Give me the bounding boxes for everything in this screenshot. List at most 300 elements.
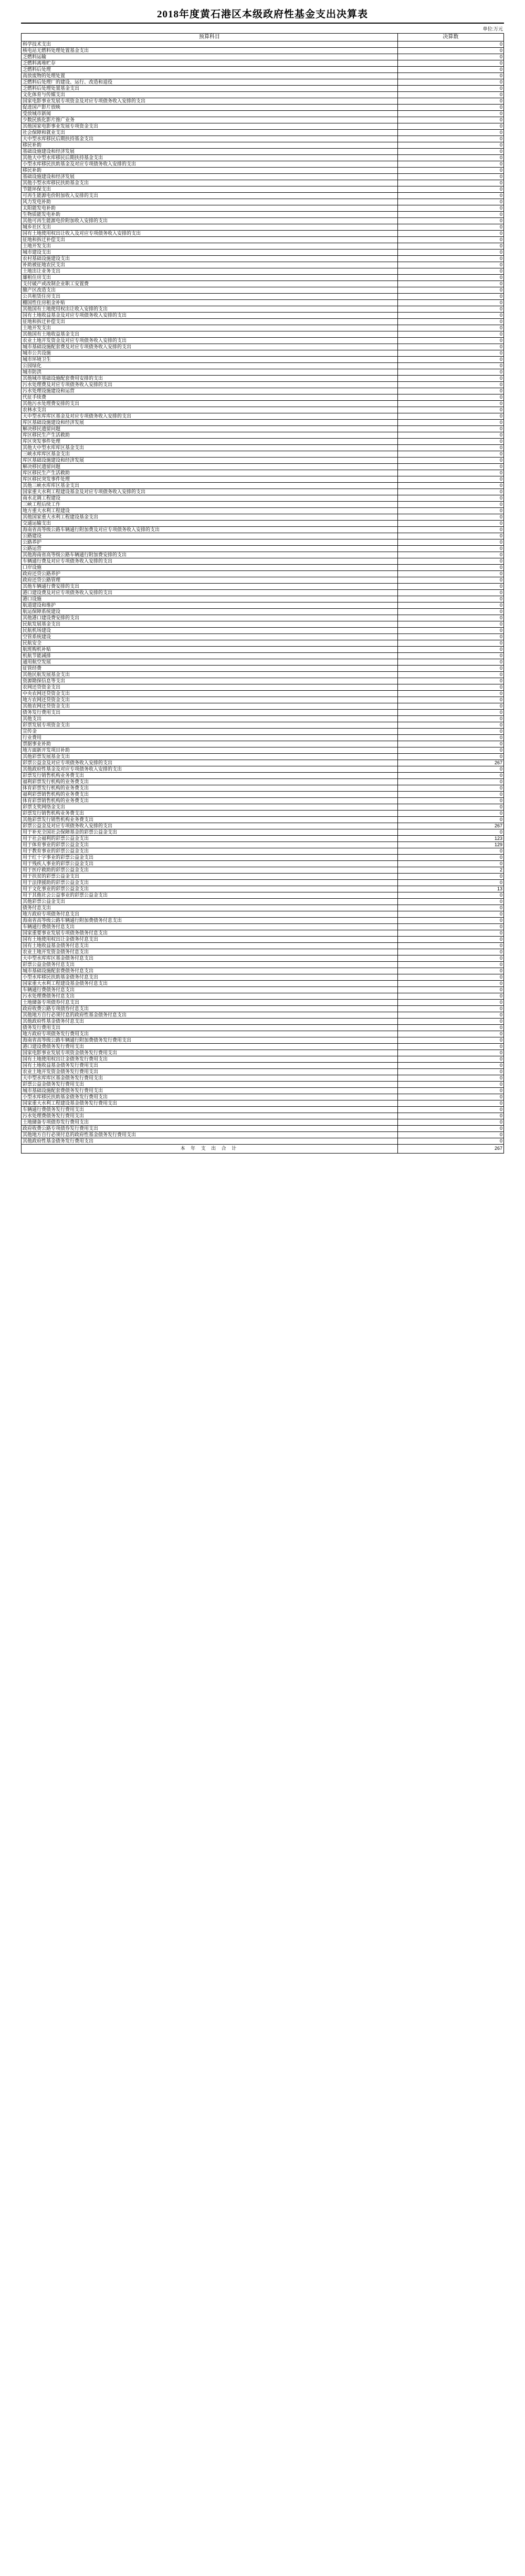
row-subject: 生物质能发电补助 [22, 212, 398, 218]
table-row [22, 905, 504, 911]
row-value: 0 [397, 300, 503, 306]
row-subject: 票据事业补助 [22, 741, 398, 747]
table-row [22, 521, 504, 527]
row-subject: 中央农网还贷资金支出 [22, 691, 398, 697]
table-row [22, 603, 504, 609]
table-row [22, 981, 504, 987]
row-subject: 其他政府性基金债务发行费用支出 [22, 1138, 398, 1145]
row-subject: 车辆通行费债务付息支出 [22, 924, 398, 930]
table-row [22, 350, 504, 357]
table-row [22, 243, 504, 250]
row-subject: 其他国家重大水利工程建设基金支出 [22, 514, 398, 521]
row-subject: 农网还贷资金支出 [22, 684, 398, 691]
row-value: 0 [397, 155, 503, 161]
row-subject: 廉租住房支出 [22, 275, 398, 281]
row-value: 0 [397, 590, 503, 596]
row-subject: 其他政府性基金及对应专项债务收入安排的支出 [22, 766, 398, 773]
row-subject: 其他国有土地收益基金支出 [22, 331, 398, 338]
table-row [22, 691, 504, 697]
row-value: 0 [397, 729, 503, 735]
row-subject: 农业土地开发资金及对应专项债务收入安排的支出 [22, 338, 398, 344]
row-value: 0 [397, 67, 503, 73]
row-value: 0 [397, 350, 503, 357]
table-row [22, 1063, 504, 1069]
row-subject: 彩票公益金债务发行费用支出 [22, 1082, 398, 1088]
budget-table [21, 33, 504, 1154]
row-subject: 彩票公益金及对应专项债务收入安排的支出 [22, 823, 398, 829]
row-value: 0 [397, 773, 503, 779]
table-row [22, 584, 504, 590]
row-subject: 促进国产影片放映 [22, 105, 398, 111]
table-row [22, 413, 504, 420]
decision-sheet-page [0, 0, 525, 1164]
row-value: 0 [397, 779, 503, 785]
row-subject: 债务付息支出 [22, 905, 398, 911]
row-subject: 基础设施建设和经济发展 [22, 149, 398, 155]
table-row [22, 1075, 504, 1082]
row-value: 0 [397, 458, 503, 464]
table-row [22, 48, 504, 54]
row-subject: 小型水库移民扶助基金债务付息支出 [22, 974, 398, 981]
row-value: 0 [397, 684, 503, 691]
row-subject: 南水北调工程建设 [22, 495, 398, 502]
row-value: 0 [397, 1019, 503, 1025]
row-subject: 农业土地开发资金债务付息支出 [22, 949, 398, 955]
row-subject: 大中型水库移民后期扶持基金支出 [22, 136, 398, 142]
row-value: 0 [397, 861, 503, 867]
row-subject: 其他城市基础设施配套费用安排的支出 [22, 376, 398, 382]
table-row [22, 224, 504, 231]
table-row [22, 306, 504, 313]
total-label: 本 年 支 出 合 计 [22, 1145, 398, 1154]
table-row [22, 1037, 504, 1044]
table-row [22, 205, 504, 212]
row-subject: 城市防洪 [22, 369, 398, 376]
table-row [22, 1069, 504, 1075]
table-row [22, 640, 504, 647]
table-row [22, 684, 504, 691]
row-value: 2 [397, 867, 503, 874]
table-row [22, 615, 504, 621]
row-subject: 乏燃料离堆贮存 [22, 60, 398, 67]
row-value: 0 [397, 539, 503, 546]
row-value: 0 [397, 577, 503, 584]
row-value: 0 [397, 666, 503, 672]
row-subject: 通用航空发展 [22, 659, 398, 666]
table-row [22, 117, 504, 123]
table-row [22, 1044, 504, 1050]
row-subject: 国有土地使用权出让收入及对应专项债务收入安排的支出 [22, 231, 398, 237]
row-value: 0 [397, 186, 503, 193]
row-value: 0 [397, 256, 503, 262]
table-row [22, 779, 504, 785]
row-value: 0 [397, 426, 503, 432]
row-subject: 其他大中型水库移民后期扶持基金支出 [22, 155, 398, 161]
row-subject: 海南省高等级公路车辆通行附加费债务付息支出 [22, 918, 398, 924]
row-subject: 库区突发事件处理 [22, 439, 398, 445]
row-value: 0 [397, 880, 503, 886]
row-subject: 其他可再生能源电价附加收入安排的支出 [22, 218, 398, 224]
row-subject: 彩票公益金债务付息支出 [22, 962, 398, 968]
row-value: 0 [397, 1069, 503, 1075]
table-row [22, 1100, 504, 1107]
row-subject: 高放废物的处理处置 [22, 73, 398, 79]
table-row [22, 836, 504, 842]
row-value: 0 [397, 1113, 503, 1119]
table-row [22, 823, 504, 829]
row-value: 0 [397, 432, 503, 439]
row-value: 0 [397, 855, 503, 861]
row-value: 0 [397, 552, 503, 558]
table-row [22, 495, 504, 502]
row-value: 0 [397, 287, 503, 294]
row-value: 0 [397, 331, 503, 338]
table-row [22, 911, 504, 918]
table-row [22, 161, 504, 168]
row-subject: 社会保障和就业支出 [22, 130, 398, 136]
row-value: 0 [397, 659, 503, 666]
row-subject: 移民补助 [22, 168, 398, 174]
row-subject: 车辆通行费及对应专项债务收入安排的支出 [22, 558, 398, 565]
table-row [22, 766, 504, 773]
row-value: 13 [397, 886, 503, 892]
row-value: 0 [397, 527, 503, 533]
table-row [22, 451, 504, 458]
row-value: 0 [397, 149, 503, 155]
title-divider [21, 23, 504, 24]
table-row [22, 199, 504, 205]
row-value: 0 [397, 609, 503, 615]
row-value: 0 [397, 930, 503, 937]
row-subject: 用于残疾人事业的彩票公益金支出 [22, 861, 398, 867]
row-value: 0 [397, 275, 503, 281]
table-row [22, 426, 504, 432]
table-row [22, 634, 504, 640]
table-row [22, 86, 504, 92]
column-header-subject: 预算科目 [22, 34, 398, 41]
table-body [22, 41, 504, 1145]
row-subject: 三峡工程后续工作 [22, 502, 398, 508]
row-subject: 用于文化事业的彩票公益金支出 [22, 886, 398, 892]
row-subject: 地方重大水利工程建设 [22, 508, 398, 514]
table-row [22, 275, 504, 281]
row-subject: 库区基础设施建设和经济发展 [22, 420, 398, 426]
row-value: 0 [397, 237, 503, 243]
row-value: 0 [397, 533, 503, 539]
row-subject: 土地储备专项债券付息支出 [22, 1000, 398, 1006]
row-value: 0 [397, 294, 503, 300]
row-subject: 科学技术支出 [22, 41, 398, 48]
row-subject: 其他港口建设费安排的支出 [22, 615, 398, 621]
row-value: 0 [397, 1126, 503, 1132]
row-subject: 地方政府专项债务付息支出 [22, 911, 398, 918]
row-subject: 口岸设施 [22, 565, 398, 571]
row-value: 0 [397, 401, 503, 407]
row-subject: 其他彩票发展基金支出 [22, 754, 398, 760]
row-subject: 国家重要事业发展专项债务债务付息支出 [22, 930, 398, 937]
table-row [22, 867, 504, 874]
row-value: 0 [397, 73, 503, 79]
row-value: 0 [397, 243, 503, 250]
row-value: 0 [397, 785, 503, 792]
table-row [22, 987, 504, 993]
row-subject: 地方农网还贷资金支出 [22, 697, 398, 703]
row-value: 0 [397, 420, 503, 426]
table-row [22, 628, 504, 634]
row-subject: 其他农网还贷资金支出 [22, 703, 398, 710]
row-value: 0 [397, 754, 503, 760]
row-subject: 国有土地收益基金债务付息支出 [22, 943, 398, 949]
table-row [22, 92, 504, 98]
row-value: 0 [397, 224, 503, 231]
table-row [22, 1056, 504, 1063]
table-row [22, 268, 504, 275]
row-subject: 国有土地使用权出让金债务发行费用支出 [22, 1056, 398, 1063]
row-subject: 国家重大水利工程建设基金债务付息支出 [22, 981, 398, 987]
table-row [22, 420, 504, 426]
row-value: 0 [397, 231, 503, 237]
table-row [22, 1025, 504, 1031]
row-subject: 解决移民遗留问题 [22, 464, 398, 470]
table-row [22, 785, 504, 792]
row-value: 0 [397, 1075, 503, 1082]
row-value: 0 [397, 313, 503, 319]
row-value: 0 [397, 357, 503, 363]
row-subject: 征地和拆迁补偿支出 [22, 237, 398, 243]
row-subject: 债务发行费用支出 [22, 1025, 398, 1031]
table-row [22, 918, 504, 924]
row-value: 0 [397, 811, 503, 817]
row-subject: 库区移民生产生活救助 [22, 432, 398, 439]
row-value: 0 [397, 678, 503, 684]
row-subject: 大中型水库库区基金债务发行费用支出 [22, 1075, 398, 1082]
row-value: 0 [397, 79, 503, 86]
table-row [22, 678, 504, 684]
row-value: 0 [397, 344, 503, 350]
row-value: 0 [397, 1100, 503, 1107]
table-row [22, 1050, 504, 1056]
row-subject: 农林水支出 [22, 407, 398, 413]
row-value: 0 [397, 747, 503, 754]
row-value: 0 [397, 376, 503, 382]
row-value: 0 [397, 987, 503, 993]
row-subject: 代征手续费 [22, 394, 398, 401]
table-row [22, 590, 504, 596]
row-subject: 行业费用 [22, 735, 398, 741]
row-subject: 国家重大水利工程建设基金及对应专项债务收入安排的支出 [22, 489, 398, 495]
row-subject: 海南省高等级公路车辆通行附加费及对应专项债务收入安排的支出 [22, 527, 398, 533]
table-row [22, 609, 504, 615]
row-subject: 港口建设费及对应专项债务收入安排的支出 [22, 590, 398, 596]
row-value: 0 [397, 111, 503, 117]
row-value: 0 [397, 722, 503, 729]
row-value: 0 [397, 174, 503, 180]
total-row [22, 1145, 504, 1154]
row-subject: 港口建设费债务发行费用支出 [22, 1044, 398, 1050]
table-row [22, 313, 504, 319]
row-subject: 污水处理费债务发行费用支出 [22, 1113, 398, 1119]
row-subject: 乏燃料后处理处置基金支出 [22, 86, 398, 92]
row-value: 0 [397, 546, 503, 552]
row-subject: 用于补充全国社会保障基金的彩票公益金支出 [22, 829, 398, 836]
row-subject: 海南省高等级公路车辆通行附加费债务发行费用支出 [22, 1037, 398, 1044]
row-value: 0 [397, 817, 503, 823]
table-row [22, 180, 504, 186]
row-value: 0 [397, 439, 503, 445]
table-row [22, 262, 504, 268]
row-subject: 其他大中型水库库区基金支出 [22, 445, 398, 451]
table-row [22, 924, 504, 930]
row-subject: 少数民族化影片推广业务 [22, 117, 398, 123]
row-subject: 地方面新开发项目补助 [22, 747, 398, 754]
table-row [22, 218, 504, 224]
column-header-final: 决算数 [397, 34, 503, 41]
row-subject: 车辆通行费债务发行费用支出 [22, 1107, 398, 1113]
row-value: 0 [397, 911, 503, 918]
row-subject: 小型水库移民扶助基金债务发行费用支出 [22, 1094, 398, 1100]
row-subject: 农业土地开发资金债务发行费用支出 [22, 1069, 398, 1075]
row-value: 0 [397, 369, 503, 376]
row-subject: 库区移民生产生活救助 [22, 470, 398, 476]
row-subject: 港口设施 [22, 596, 398, 603]
row-value: 0 [397, 892, 503, 899]
table-row [22, 432, 504, 439]
row-subject: 用于其他社会公益事业的彩票公益金支出 [22, 892, 398, 899]
row-subject: 核电站无燃料处理处置基金支出 [22, 48, 398, 54]
row-subject: 大中型水库库区基金及对应专项债务收入安排的支出 [22, 413, 398, 420]
table-row [22, 1082, 504, 1088]
row-value: 0 [397, 1138, 503, 1145]
row-value: 0 [397, 741, 503, 747]
row-subject: 用于教育事业的彩票公益金支出 [22, 848, 398, 855]
row-subject: 其他地方自行必须付息的政府性基金债务发行费用支出 [22, 1132, 398, 1138]
table-row [22, 710, 504, 716]
table-row [22, 212, 504, 218]
table-row [22, 741, 504, 747]
row-value: 0 [397, 105, 503, 111]
row-subject: 航运保障系统建设 [22, 609, 398, 615]
table-row [22, 79, 504, 86]
row-value: 0 [397, 735, 503, 741]
table-row [22, 974, 504, 981]
row-value: 0 [397, 943, 503, 949]
row-value: 0 [397, 495, 503, 502]
row-value: 0 [397, 905, 503, 911]
row-subject: 国有土地收益基金债务发行费用支出 [22, 1063, 398, 1069]
table-row [22, 848, 504, 855]
row-subject: 污水处理费债务付息支出 [22, 993, 398, 1000]
table-row [22, 735, 504, 741]
row-value: 0 [397, 974, 503, 981]
row-value: 0 [397, 338, 503, 344]
row-subject: 公共租赁住房支出 [22, 294, 398, 300]
row-value: 0 [397, 1056, 503, 1063]
row-value: 0 [397, 325, 503, 331]
row-value: 0 [397, 41, 503, 48]
row-subject: 大中型水库库区基金债务付息支出 [22, 955, 398, 962]
row-subject: 用于红十字事业的彩票公益金支出 [22, 855, 398, 861]
row-subject: 债务发行费用支出 [22, 710, 398, 716]
row-value: 0 [397, 993, 503, 1000]
unit-note: 单位:万元 [482, 26, 503, 32]
table-row [22, 729, 504, 735]
row-value: 0 [397, 514, 503, 521]
row-subject: 公路运营 [22, 546, 398, 552]
table-row [22, 1031, 504, 1037]
table-row [22, 880, 504, 886]
row-subject: 可再生能源电价附加收入安排的支出 [22, 193, 398, 199]
table-row [22, 596, 504, 603]
table-row [22, 155, 504, 161]
row-subject: 库区基础设施建设和经济发展 [22, 458, 398, 464]
table-row [22, 892, 504, 899]
row-subject: 国家重大水利工程建设基金债务发行费用支出 [22, 1100, 398, 1107]
row-subject: 其他污水处理费安排的支出 [22, 401, 398, 407]
table-row [22, 357, 504, 363]
row-subject: 污水处理设施建设和运营 [22, 388, 398, 394]
row-value: 0 [397, 1088, 503, 1094]
row-subject: 其他政府性基金债务付息支出 [22, 1019, 398, 1025]
row-value: 0 [397, 899, 503, 905]
table-row [22, 514, 504, 521]
row-value: 0 [397, 502, 503, 508]
table-row [22, 149, 504, 155]
table-row [22, 930, 504, 937]
row-value: 0 [397, 955, 503, 962]
row-value: 0 [397, 464, 503, 470]
row-subject: 用于体育事业的彩票公益金支出 [22, 842, 398, 848]
table-row [22, 1094, 504, 1100]
table-row [22, 697, 504, 703]
row-subject: 民航安全 [22, 640, 398, 647]
table-row [22, 621, 504, 628]
row-subject: 解决移民遗留问题 [22, 426, 398, 432]
table-row [22, 382, 504, 388]
row-value: 0 [397, 653, 503, 659]
table-row [22, 130, 504, 136]
row-value: 0 [397, 1000, 503, 1006]
table-row [22, 489, 504, 495]
row-subject: 城乡社区支出 [22, 224, 398, 231]
table-row [22, 458, 504, 464]
row-value: 0 [397, 388, 503, 394]
row-subject: 空管系统建设 [22, 634, 398, 640]
row-subject: 风力发电补助 [22, 199, 398, 205]
table-row [22, 1132, 504, 1138]
row-value: 0 [397, 476, 503, 483]
row-subject: 库区移民突发事件处理 [22, 476, 398, 483]
table-row [22, 464, 504, 470]
row-subject: 城市基础设施配套费及对应专项债务收入安排的支出 [22, 344, 398, 350]
row-value: 0 [397, 306, 503, 313]
table-row [22, 231, 504, 237]
row-subject: 体育彩票发行机构的业务费支出 [22, 785, 398, 792]
table-row [22, 98, 504, 105]
row-subject: 交通运输支出 [22, 521, 398, 527]
row-value: 0 [397, 489, 503, 495]
row-subject: 航道建设和维护 [22, 603, 398, 609]
table-row [22, 647, 504, 653]
row-value: 0 [397, 521, 503, 527]
row-value: 0 [397, 981, 503, 987]
row-value: 0 [397, 798, 503, 804]
table-row [22, 754, 504, 760]
table-row [22, 552, 504, 558]
row-subject: 民航发展基金支出 [22, 621, 398, 628]
row-subject: 基础设施建设和经济发展 [22, 174, 398, 180]
row-subject: 土地出让业务支出 [22, 268, 398, 275]
row-subject: 其他地方自行必须付息的政府性基金债务付息支出 [22, 1012, 398, 1019]
